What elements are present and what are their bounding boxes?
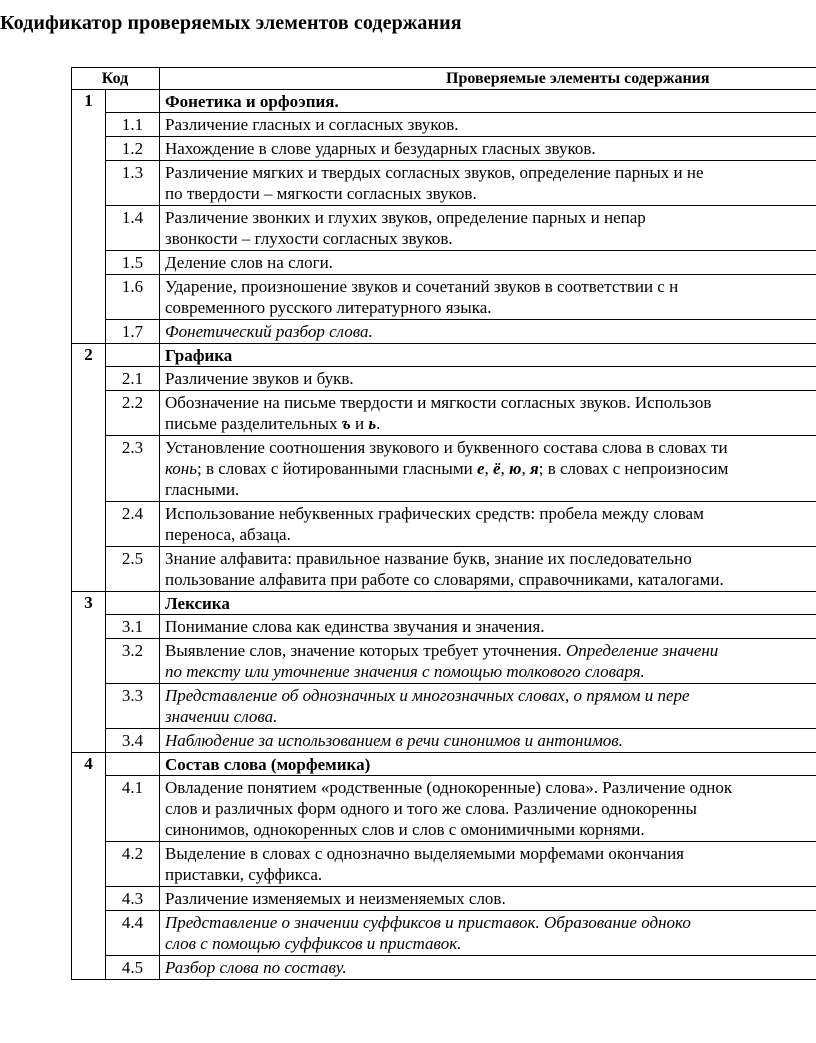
section-code: 2 — [72, 344, 106, 592]
item-text: Установление соотношения звукового и буквенного состава слова в словах ти конь; в словах с йотированными гласными е, ё, ю, я; в словах с непроизносим гласными. — [160, 436, 816, 502]
item-text: Фонетический разбор слова. — [160, 320, 816, 344]
section-row — [72, 90, 816, 113]
table-row — [72, 367, 816, 391]
table-row — [72, 275, 816, 320]
table-row — [72, 842, 816, 887]
item-code: 3.3 — [106, 684, 160, 729]
item-code: 4.1 — [106, 776, 160, 842]
item-text: Ударение, произношение звуков и сочетаний звуков в соответствии с н современного русского литературного языка. — [160, 275, 816, 320]
item-text: Понимание слова как единства звучания и значения. — [160, 615, 816, 639]
table-row — [72, 547, 816, 592]
table-row — [72, 956, 816, 980]
section-title: Лексика — [160, 592, 816, 615]
table-header-row — [72, 68, 816, 90]
item-code: 1.5 — [106, 251, 160, 275]
table-row — [72, 776, 816, 842]
item-code: 4.5 — [106, 956, 160, 980]
item-code: 3.1 — [106, 615, 160, 639]
item-text: Представление о значении суффиксов и приставок. Образование одноко слов с помощью суффиксов и приставок. — [160, 911, 816, 956]
item-code: 1.7 — [106, 320, 160, 344]
section-row — [72, 592, 816, 615]
item-text: Различение гласных и согласных звуков. — [160, 113, 816, 137]
table-row — [72, 113, 816, 137]
section-code: 4 — [72, 753, 106, 980]
table-row — [72, 615, 816, 639]
item-text: Различение изменяемых и неизменяемых слов. — [160, 887, 816, 911]
section-row — [72, 344, 816, 367]
page-title: Кодификатор проверяемых элементов содержания — [0, 12, 462, 34]
section-title: Графика — [160, 344, 816, 367]
item-text: Различение звуков и букв. — [160, 367, 816, 391]
empty-cell — [106, 90, 160, 113]
item-text: Деление слов на слоги. — [160, 251, 816, 275]
section-title: Фонетика и орфоэпия. — [160, 90, 816, 113]
item-code: 1.4 — [106, 206, 160, 251]
header-code: Код — [72, 68, 160, 90]
table-row — [72, 320, 816, 344]
item-code: 4.3 — [106, 887, 160, 911]
empty-cell — [106, 753, 160, 776]
table-row — [72, 684, 816, 729]
item-code: 2.5 — [106, 547, 160, 592]
item-text: Разбор слова по составу. — [160, 956, 816, 980]
codifier-table — [71, 67, 816, 980]
item-code: 2.1 — [106, 367, 160, 391]
empty-cell — [106, 592, 160, 615]
item-text: Знание алфавита: правильное название букв, знание их последовательно пользование алфавита при работе со словарями, справочниками, каталогами. — [160, 547, 816, 592]
item-text: Использование небуквенных графических средств: пробела между словам переноса, абзаца. — [160, 502, 816, 547]
item-code: 4.2 — [106, 842, 160, 887]
table-row — [72, 436, 816, 502]
item-code: 2.2 — [106, 391, 160, 436]
item-code: 4.4 — [106, 911, 160, 956]
table-row — [72, 206, 816, 251]
empty-cell — [106, 344, 160, 367]
item-text: Выявление слов, значение которых требует уточнения. Определение значени по тексту или уточнение значения с помощью толкового словаря. — [160, 639, 816, 684]
item-code: 1.2 — [106, 137, 160, 161]
item-code: 2.4 — [106, 502, 160, 547]
item-text: Различение звонких и глухих звуков, определение парных и непар звонкости – глухости согласных звуков. — [160, 206, 816, 251]
item-text: Обозначение на письме твердости и мягкости согласных звуков. Использов письме разделительных ъ и ь. — [160, 391, 816, 436]
table-row — [72, 137, 816, 161]
section-title: Состав слова (морфемика) — [160, 753, 816, 776]
header-elements: Проверяемые элементы содержания — [160, 68, 816, 90]
section-row — [72, 753, 816, 776]
item-text: Наблюдение за использованием в речи синонимов и антонимов. — [160, 729, 816, 753]
table-row — [72, 161, 816, 206]
section-code: 3 — [72, 592, 106, 753]
item-code: 1.6 — [106, 275, 160, 320]
item-text: Выделение в словах с однозначно выделяемыми морфемами окончания приставки, суффикса. — [160, 842, 816, 887]
table-row — [72, 391, 816, 436]
table-row — [72, 639, 816, 684]
table-row — [72, 729, 816, 753]
section-code: 1 — [72, 90, 106, 344]
item-code: 1.3 — [106, 161, 160, 206]
item-code: 3.2 — [106, 639, 160, 684]
table-row — [72, 502, 816, 547]
item-text: Представление об однозначных и многозначных словах, о прямом и пере значении слова. — [160, 684, 816, 729]
item-code: 3.4 — [106, 729, 160, 753]
item-text: Нахождение в слове ударных и безударных гласных звуков. — [160, 137, 816, 161]
table-row — [72, 911, 816, 956]
item-text: Различение мягких и твердых согласных звуков, определение парных и не по твердости – мягкости согласных звуков. — [160, 161, 816, 206]
item-code: 2.3 — [106, 436, 160, 502]
table-row — [72, 251, 816, 275]
item-text: Овладение понятием «родственные (однокоренные) слова». Различение однок слов и различных форм одного и того же слова. Различение однокоренны синонимов, однокоренных слов и слов с омонимичными корнями. — [160, 776, 816, 842]
table-row — [72, 887, 816, 911]
item-code: 1.1 — [106, 113, 160, 137]
